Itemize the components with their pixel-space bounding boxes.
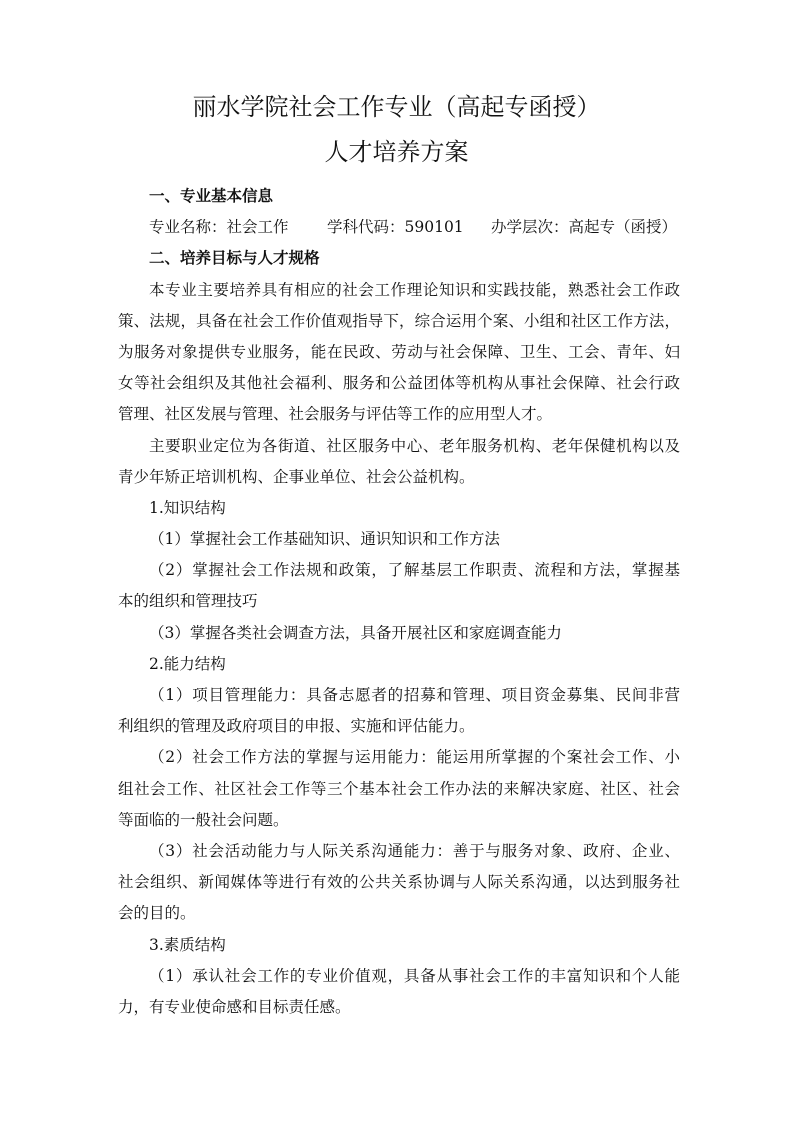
paragraph-line: 管理、社区发展与管理、社会服务与评估等工作的应用型人才。 bbox=[118, 405, 553, 424]
list-item-line: 利组织的管理及政府项目的申报、实施和评估能力。 bbox=[118, 717, 475, 736]
paragraph-line: 策、法规，具备在社会工作价值观指导下，综合运用个案、小组和社区工作方法， bbox=[118, 311, 680, 330]
list-item-line: （1）承认社会工作的专业价值观，具备从事社会工作的丰富知识和个人能 bbox=[149, 966, 680, 985]
paragraph-line: 本专业主要培养具有相应的社会工作理论知识和实践技能，熟悉社会工作政 bbox=[149, 280, 680, 299]
document-subtitle: 人才培养方案 bbox=[324, 138, 469, 166]
list-item-line: 力，有专业使命感和目标责任感。 bbox=[118, 997, 351, 1016]
list-item-line: （3）社会活动能力与人际关系沟通能力：善于与服务对象、政府、企业、 bbox=[149, 841, 680, 860]
subsection-heading: 2.能力结构 bbox=[149, 654, 226, 673]
list-item-line: 会的目的。 bbox=[118, 904, 196, 923]
list-item-line: 组社会工作、社区社会工作等三个基本社会工作办法的来解决家庭、社区、社会 bbox=[118, 779, 680, 798]
section-heading: 一、专业基本信息 bbox=[149, 187, 274, 205]
basic-info-line bbox=[118, 212, 680, 243]
list-item-line: （3）掌握各类社会调查方法，具备开展社区和家庭调查能力 bbox=[149, 623, 562, 642]
paragraph-line: 女等社会组织及其他社会福利、服务和公益团体等机构从事社会保障、社会行政 bbox=[118, 374, 680, 393]
list-item-line: （2）社会工作方法的掌握与运用能力：能运用所掌握的个案社会工作、小 bbox=[149, 748, 680, 767]
subsection-heading: 1.知识结构 bbox=[149, 498, 226, 517]
document-title: 丽水学院社会工作专业（高起专函授） bbox=[192, 93, 601, 121]
list-item-line: （1）项目管理能力：具备志愿者的招募和管理、项目资金募集、民间非营 bbox=[149, 686, 680, 704]
paragraph-line: 主要职业定位为各街道、社区服务中心、老年服务机构、老年保健机构以及 bbox=[149, 436, 680, 455]
subject-code: 学科代码：590101 bbox=[327, 218, 464, 237]
list-item-line: 社会组织、新闻媒体等进行有效的公共关系协调与人际关系沟通，以达到服务社 bbox=[118, 873, 680, 892]
list-item-line: 本的组织和管理技巧 bbox=[118, 592, 258, 611]
document-body bbox=[118, 181, 680, 1023]
section-heading: 二、培养目标与人才规格 bbox=[149, 249, 320, 268]
subsection-heading: 3.素质结构 bbox=[149, 935, 226, 954]
list-item-line: 等面临的一般社会问题。 bbox=[118, 810, 289, 829]
paragraph-line: 为服务对象提供专业服务，能在民政、劳动与社会保障、卫生、工会、青年、妇 bbox=[118, 342, 680, 361]
education-level: 办学层次：高起专（函授） bbox=[491, 218, 678, 237]
list-item-line: （2）掌握社会工作法规和政策，了解基层工作职责、流程和方法，掌握基 bbox=[149, 561, 680, 580]
major-name: 专业名称：社会工作 bbox=[149, 218, 289, 237]
paragraph-line: 青少年矫正培训机构、企事业单位、社会公益机构。 bbox=[118, 467, 475, 486]
list-item-line: （1）掌握社会工作基础知识、通识知识和工作方法 bbox=[149, 530, 500, 549]
